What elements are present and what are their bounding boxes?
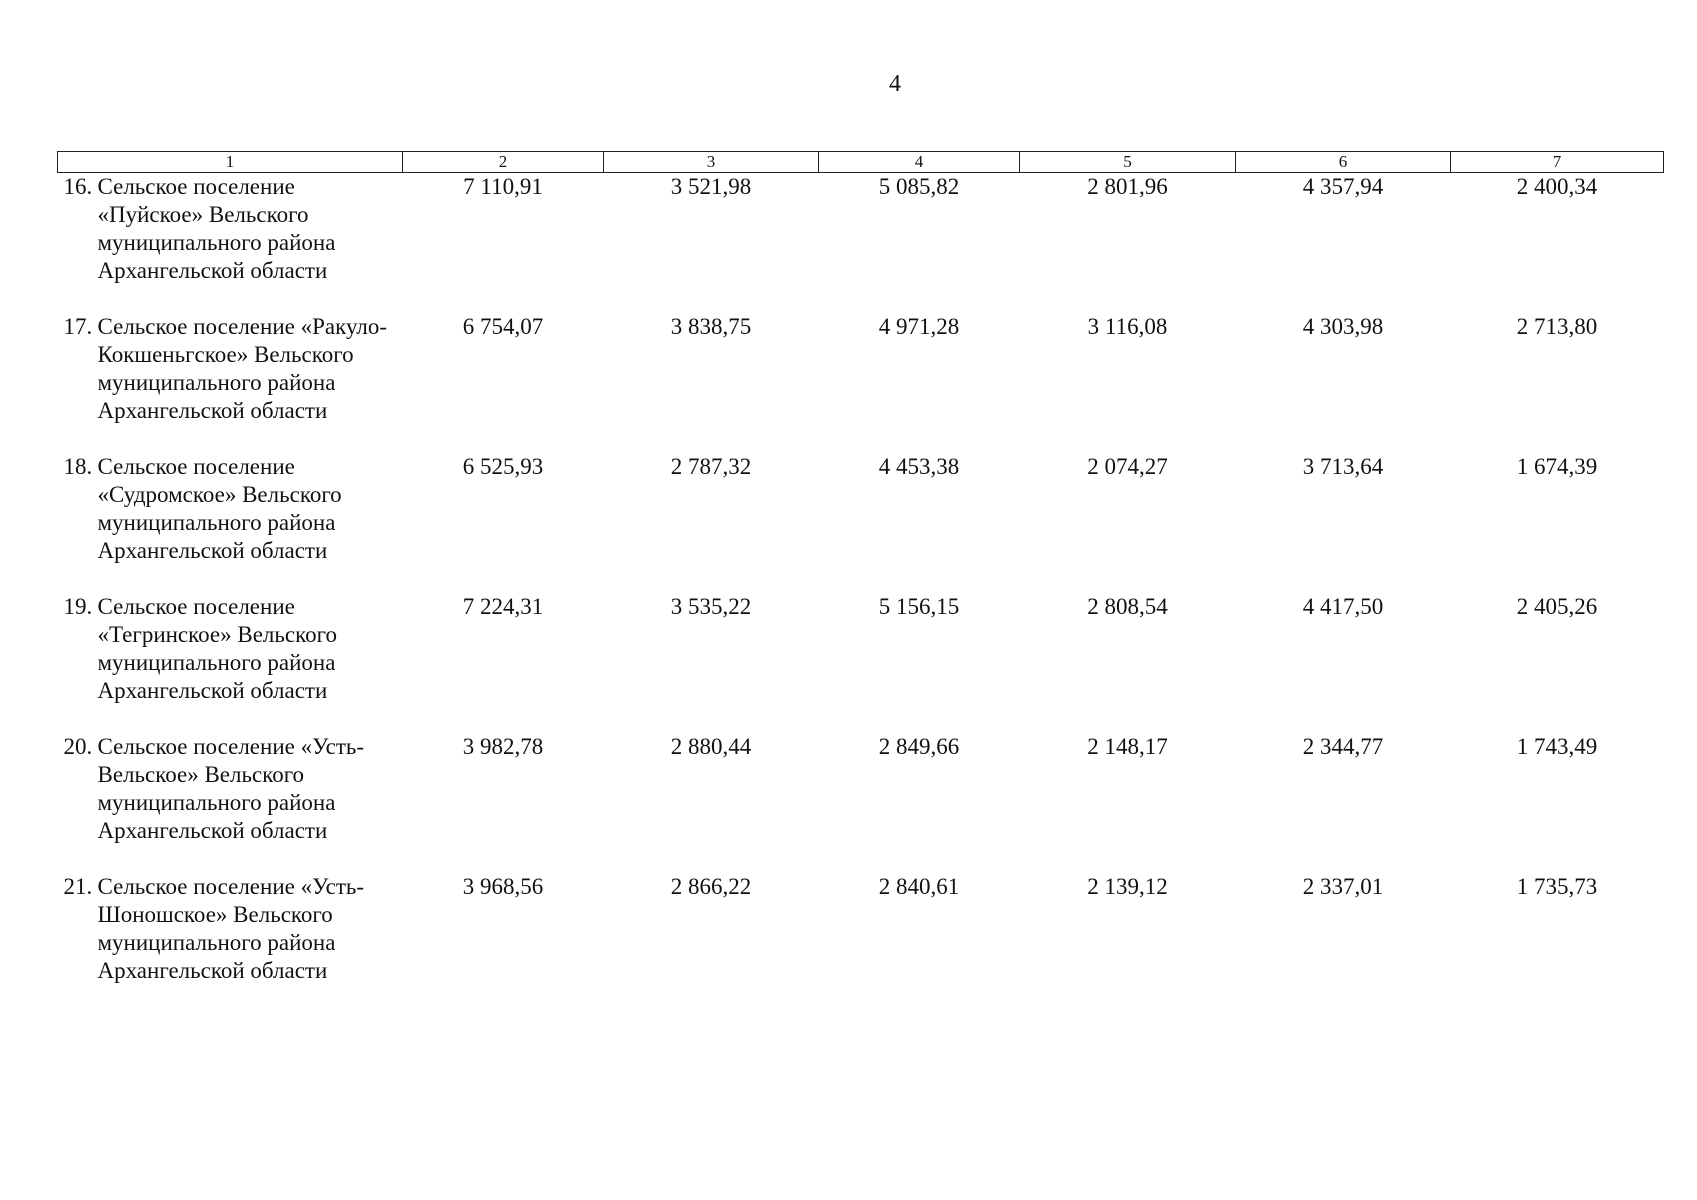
settlement-name: Сельское поселение «Судромское» Вельского муниципального района Архангельской области xyxy=(97,454,342,563)
column-number: 3 xyxy=(604,152,819,173)
value-cell: 2 337,01 xyxy=(1302,874,1384,899)
row-number: 21. xyxy=(63,874,93,899)
settlement-cell xyxy=(58,733,403,873)
value-cell: 3 535,22 xyxy=(670,594,752,619)
table-row xyxy=(58,873,1664,1013)
value-cell: 2 344,77 xyxy=(1302,734,1384,759)
value-cell: 4 357,94 xyxy=(1302,174,1384,199)
value-cell: 3 838,75 xyxy=(670,314,752,339)
row-number: 16. xyxy=(63,174,93,199)
value-cell: 2 074,27 xyxy=(1087,454,1168,479)
value-cell: 1 735,73 xyxy=(1516,874,1598,899)
data-table xyxy=(57,151,1664,1013)
value-cell: 2 808,54 xyxy=(1087,594,1168,619)
value-cell: 3 982,78 xyxy=(462,734,544,759)
settlement-cell xyxy=(58,173,403,314)
value-cell: 5 085,82 xyxy=(878,174,960,199)
settlement-name: Сельское поселение «Усть-Шоношское» Вельского муниципального района Архангельской области xyxy=(97,874,365,983)
settlement-name: Сельское поселение «Тегринское» Вельского муниципального района Архангельской области xyxy=(97,594,337,703)
table-row xyxy=(58,313,1664,453)
column-number: 7 xyxy=(1451,152,1664,173)
settlement-cell xyxy=(58,453,403,593)
row-number: 18. xyxy=(63,454,93,479)
value-cell: 3 968,56 xyxy=(462,874,544,899)
value-cell: 7 110,91 xyxy=(463,174,543,199)
settlement-cell xyxy=(58,313,403,453)
value-cell: 2 787,32 xyxy=(670,454,752,479)
value-cell: 2 866,22 xyxy=(670,874,752,899)
value-cell: 1 743,49 xyxy=(1516,734,1598,759)
settlement-name: Сельское поселение «Пуйское» Вельского муниципального района Архангельской области xyxy=(97,174,336,283)
value-cell: 2 713,80 xyxy=(1516,314,1598,339)
value-cell: 2 880,44 xyxy=(670,734,752,759)
table-row xyxy=(58,173,1664,314)
value-cell: 6 754,07 xyxy=(462,314,544,339)
value-cell: 1 674,39 xyxy=(1516,454,1598,479)
value-cell: 2 849,66 xyxy=(878,734,960,759)
settlement-name: Сельское поселение «Усть-Вельское» Вельского муниципального района Архангельской области xyxy=(97,734,365,843)
settlement-cell xyxy=(58,873,403,1013)
value-cell: 7 224,31 xyxy=(462,594,544,619)
value-cell: 6 525,93 xyxy=(462,454,544,479)
table-row xyxy=(58,453,1664,593)
value-cell: 2 801,96 xyxy=(1087,174,1168,199)
value-cell: 2 139,12 xyxy=(1087,874,1168,899)
column-number: 4 xyxy=(819,152,1020,173)
value-cell: 3 521,98 xyxy=(670,174,752,199)
table-row xyxy=(58,593,1664,733)
table-row xyxy=(58,733,1664,873)
value-cell: 5 156,15 xyxy=(878,594,960,619)
settlement-name: Сельское поселение «Ракуло-Кокшеньгское» Вельского муниципального района Архангельской области xyxy=(97,314,388,423)
column-number: 2 xyxy=(403,152,604,173)
value-cell: 4 453,38 xyxy=(878,454,960,479)
column-number: 5 xyxy=(1020,152,1236,173)
column-number: 6 xyxy=(1236,152,1451,173)
value-cell: 3 713,64 xyxy=(1302,454,1384,479)
row-number: 20. xyxy=(63,734,93,759)
value-cell: 3 116,08 xyxy=(1087,314,1168,339)
value-cell: 4 417,50 xyxy=(1302,594,1384,619)
value-cell: 2 148,17 xyxy=(1087,734,1168,759)
value-cell: 2 405,26 xyxy=(1516,594,1598,619)
settlement-cell xyxy=(58,593,403,733)
row-number: 17. xyxy=(63,314,93,339)
value-cell: 2 840,61 xyxy=(878,874,960,899)
page-number: 4 xyxy=(889,71,901,97)
column-number: 1 xyxy=(58,152,403,173)
value-cell: 4 971,28 xyxy=(878,314,960,339)
column-number-row xyxy=(58,152,1664,173)
row-number: 19. xyxy=(63,594,93,619)
value-cell: 4 303,98 xyxy=(1302,314,1384,339)
value-cell: 2 400,34 xyxy=(1516,174,1598,199)
